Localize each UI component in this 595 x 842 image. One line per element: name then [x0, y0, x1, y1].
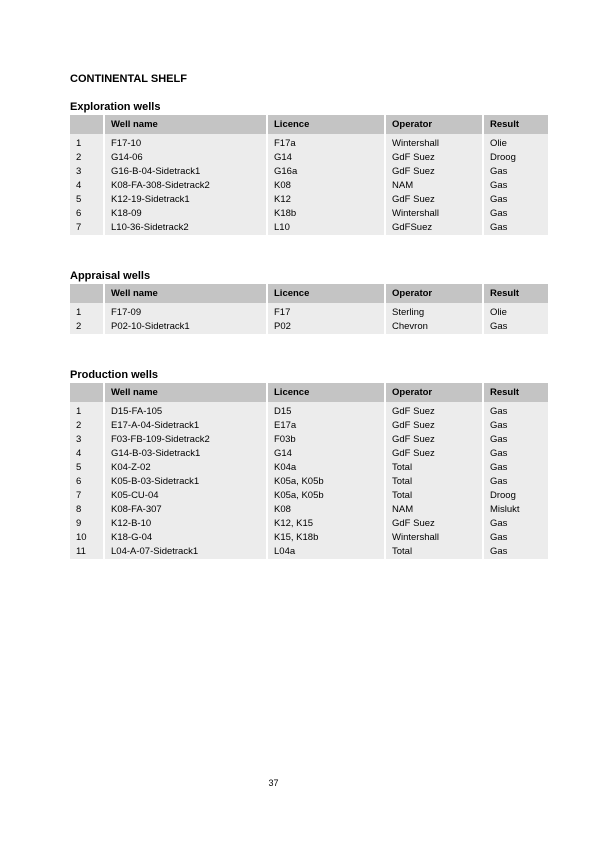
cell-operator: GdF Suez [385, 165, 483, 179]
cell-well-name: F17-09 [104, 303, 267, 320]
header-operator: Operator [385, 383, 483, 402]
cell-number: 1 [70, 134, 104, 151]
cell-licence: P02 [267, 320, 385, 334]
cell-result: Gas [483, 531, 548, 545]
header-result: Result [483, 284, 548, 303]
cell-licence: K04a [267, 461, 385, 475]
cell-well-name: G14-06 [104, 151, 267, 165]
cell-result: Gas [483, 179, 548, 193]
table-row [70, 419, 548, 433]
production-wells-table [70, 383, 548, 559]
section-title-exploration: Exploration wells [70, 101, 161, 113]
cell-licence: K12 [267, 193, 385, 207]
cell-operator: GdF Suez [385, 151, 483, 165]
cell-number: 10 [70, 531, 104, 545]
cell-licence: K05a, K05b [267, 475, 385, 489]
cell-result: Gas [483, 320, 548, 334]
cell-number: 3 [70, 433, 104, 447]
table-row [70, 447, 548, 461]
cell-licence: F17a [267, 134, 385, 151]
page-title: CONTINENTAL SHELF [70, 73, 187, 85]
cell-operator: Chevron [385, 320, 483, 334]
cell-well-name: L04-A-07-Sidetrack1 [104, 545, 267, 559]
cell-number: 5 [70, 461, 104, 475]
cell-result: Mislukt [483, 503, 548, 517]
cell-operator: NAM [385, 503, 483, 517]
table-row [70, 207, 548, 221]
cell-well-name: K08-FA-307 [104, 503, 267, 517]
cell-operator: GdF Suez [385, 402, 483, 419]
cell-result: Gas [483, 517, 548, 531]
cell-operator: Total [385, 475, 483, 489]
cell-licence: K12, K15 [267, 517, 385, 531]
cell-operator: GdF Suez [385, 433, 483, 447]
table-row [70, 151, 548, 165]
table-row [70, 461, 548, 475]
cell-result: Gas [483, 475, 548, 489]
table-row [70, 433, 548, 447]
cell-well-name: G14-B-03-Sidetrack1 [104, 447, 267, 461]
table-row [70, 320, 548, 334]
header-operator: Operator [385, 284, 483, 303]
table-row [70, 134, 548, 151]
cell-result: Gas [483, 461, 548, 475]
table-row [70, 475, 548, 489]
header-licence: Licence [267, 383, 385, 402]
cell-number: 7 [70, 489, 104, 503]
cell-well-name: F03-FB-109-Sidetrack2 [104, 433, 267, 447]
table-row [70, 517, 548, 531]
cell-operator: Total [385, 461, 483, 475]
cell-licence: G16a [267, 165, 385, 179]
cell-result: Olie [483, 134, 548, 151]
cell-result: Gas [483, 545, 548, 559]
cell-licence: L04a [267, 545, 385, 559]
cell-operator: GdFSuez [385, 221, 483, 235]
cell-well-name: K08-FA-308-Sidetrack2 [104, 179, 267, 193]
cell-well-name: K05-B-03-Sidetrack1 [104, 475, 267, 489]
cell-operator: GdF Suez [385, 447, 483, 461]
cell-number: 8 [70, 503, 104, 517]
cell-number: 5 [70, 193, 104, 207]
cell-number: 1 [70, 303, 104, 320]
table-row [70, 531, 548, 545]
header-number [70, 115, 104, 134]
cell-number: 9 [70, 517, 104, 531]
cell-well-name: P02-10-Sidetrack1 [104, 320, 267, 334]
cell-number: 1 [70, 402, 104, 419]
exploration-wells-table [70, 115, 548, 235]
cell-licence: F17 [267, 303, 385, 320]
cell-result: Gas [483, 419, 548, 433]
cell-licence: G14 [267, 151, 385, 165]
cell-well-name: K12-19-Sidetrack1 [104, 193, 267, 207]
cell-number: 2 [70, 151, 104, 165]
cell-licence: E17a [267, 419, 385, 433]
cell-well-name: D15-FA-105 [104, 402, 267, 419]
cell-operator: NAM [385, 179, 483, 193]
table-header-row [70, 383, 548, 402]
table-row [70, 545, 548, 559]
header-well-name: Well name [104, 284, 267, 303]
cell-well-name: F17-10 [104, 134, 267, 151]
header-operator: Operator [385, 115, 483, 134]
table-header-row [70, 284, 548, 303]
section-title-appraisal: Appraisal wells [70, 270, 151, 282]
cell-number: 6 [70, 207, 104, 221]
cell-number: 2 [70, 419, 104, 433]
cell-result: Gas [483, 433, 548, 447]
cell-well-name: E17-A-04-Sidetrack1 [104, 419, 267, 433]
cell-number: 4 [70, 179, 104, 193]
cell-operator: Sterling [385, 303, 483, 320]
table-row [70, 193, 548, 207]
cell-licence: K15, K18b [267, 531, 385, 545]
header-number [70, 284, 104, 303]
cell-result: Gas [483, 402, 548, 419]
cell-result: Gas [483, 193, 548, 207]
cell-well-name: K12-B-10 [104, 517, 267, 531]
table-row [70, 179, 548, 193]
table-row [70, 402, 548, 419]
cell-result: Gas [483, 207, 548, 221]
cell-operator: Total [385, 489, 483, 503]
cell-operator: GdF Suez [385, 419, 483, 433]
cell-licence: G14 [267, 447, 385, 461]
table-row [70, 503, 548, 517]
cell-licence: K05a, K05b [267, 489, 385, 503]
cell-well-name: L10-36-Sidetrack2 [104, 221, 267, 235]
table-row [70, 165, 548, 179]
header-licence: Licence [267, 284, 385, 303]
header-number [70, 383, 104, 402]
cell-number: 7 [70, 221, 104, 235]
cell-operator: Wintershall [385, 207, 483, 221]
header-well-name: Well name [104, 115, 267, 134]
cell-operator: GdF Suez [385, 517, 483, 531]
cell-number: 4 [70, 447, 104, 461]
cell-licence: L10 [267, 221, 385, 235]
cell-result: Droog [483, 489, 548, 503]
header-well-name: Well name [104, 383, 267, 402]
cell-operator: Total [385, 545, 483, 559]
cell-number: 2 [70, 320, 104, 334]
table-row [70, 489, 548, 503]
section-title-production: Production wells [70, 369, 159, 381]
cell-well-name: K05-CU-04 [104, 489, 267, 503]
cell-number: 6 [70, 475, 104, 489]
cell-number: 11 [70, 545, 104, 559]
cell-operator: Wintershall [385, 531, 483, 545]
cell-number: 3 [70, 165, 104, 179]
cell-licence: F03b [267, 433, 385, 447]
cell-well-name: K18-09 [104, 207, 267, 221]
cell-result: Droog [483, 151, 548, 165]
page-number: 37 [268, 778, 279, 788]
cell-result: Olie [483, 303, 548, 320]
cell-licence: K08 [267, 503, 385, 517]
table-header-row [70, 115, 548, 134]
cell-result: Gas [483, 221, 548, 235]
cell-well-name: K18-G-04 [104, 531, 267, 545]
table-row [70, 303, 548, 320]
table-row [70, 221, 548, 235]
cell-licence: K08 [267, 179, 385, 193]
cell-licence: D15 [267, 402, 385, 419]
header-result: Result [483, 383, 548, 402]
cell-well-name: G16-B-04-Sidetrack1 [104, 165, 267, 179]
appraisal-wells-table [70, 284, 548, 334]
cell-licence: K18b [267, 207, 385, 221]
cell-result: Gas [483, 165, 548, 179]
cell-well-name: K04-Z-02 [104, 461, 267, 475]
header-result: Result [483, 115, 548, 134]
header-licence: Licence [267, 115, 385, 134]
cell-operator: GdF Suez [385, 193, 483, 207]
cell-result: Gas [483, 447, 548, 461]
cell-operator: Wintershall [385, 134, 483, 151]
